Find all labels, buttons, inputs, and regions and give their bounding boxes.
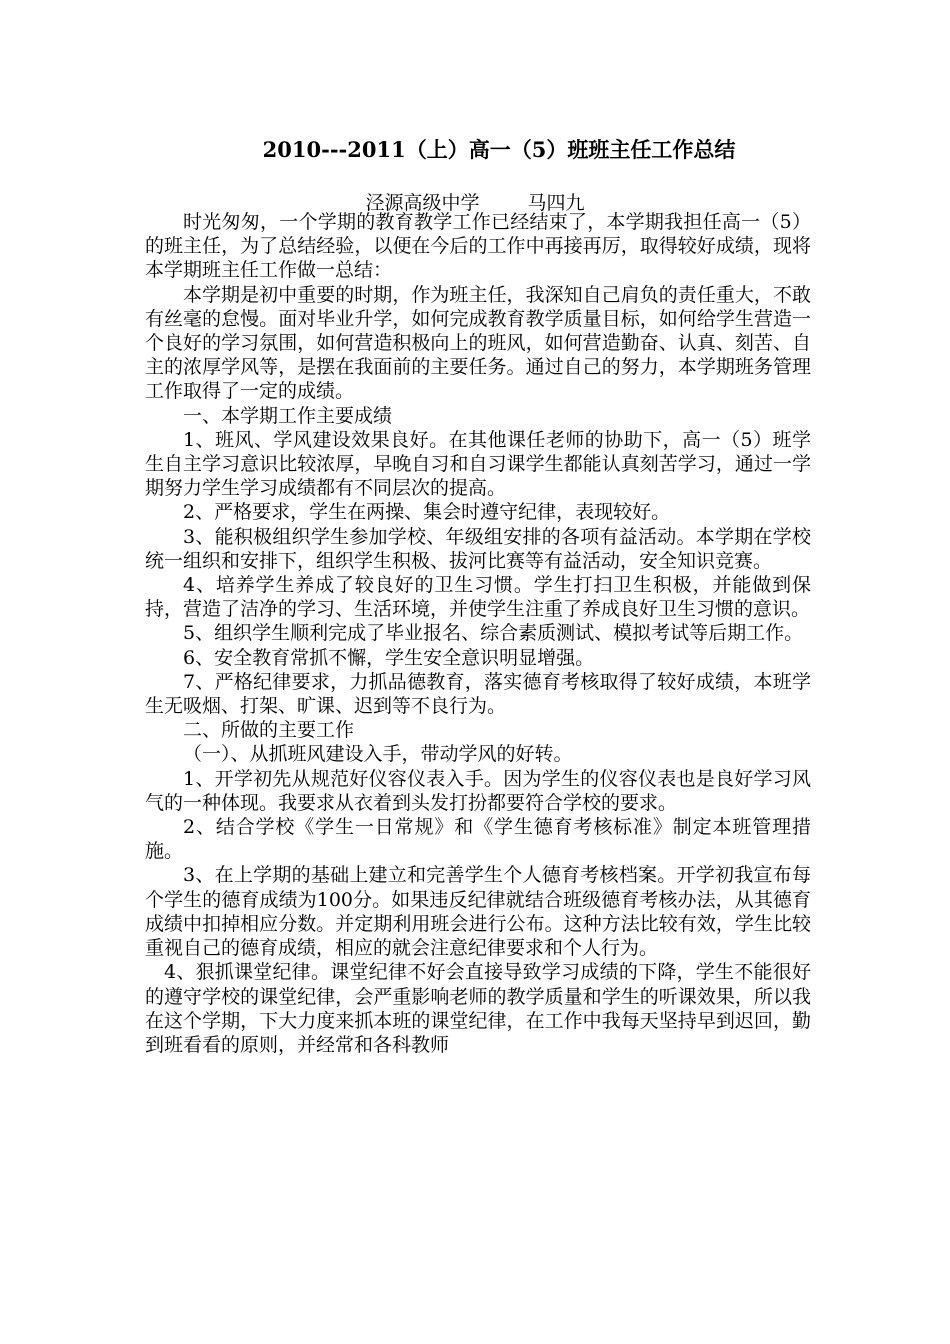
paragraph: 时光匆匆，一个学期的教育教学工作已经结束了，本学期我担任高一（5）的班主任，为了总结经验，以便在今后的工作中再接再厉，取得较好成绩，现将本学期班主任工作做一总结： bbox=[145, 211, 811, 282]
document-body bbox=[145, 210, 811, 1057]
document-title: 2010---2011（上）高一（5）班班主任工作总结 bbox=[262, 137, 736, 162]
school-name: 泾源高级中学 bbox=[365, 192, 480, 214]
section-heading: 一、本学期工作主要成绩 bbox=[183, 404, 393, 427]
paragraph: 5、组织学生顺利完成了毕业报名、综合素质测试、模拟考试等后期工作。 bbox=[183, 622, 804, 645]
paragraph: 4、培养学生养成了较良好的卫生习惯。学生打扫卫生积极，并能做到保持，营造了洁净的学习、生活环境，并使学生注重了养成良好卫生习惯的意识。 bbox=[145, 574, 811, 621]
paragraph: 3、在上学期的基础上建立和完善学生个人德育考核档案。开学初我宣布每个学生的德育成绩为100分。如果违反纪律就结合班级德育考核办法，从其德育成绩中扣掉相应分数。并定期利用班会进行公布。这种方法比较有效，学生比较重视自己的德育成绩，相应的就会注意纪律要求和个人行为。 bbox=[145, 864, 811, 960]
paragraph: 2、结合学校《学生一日常规》和《学生德育考核标准》制定本班管理措施。 bbox=[145, 816, 811, 863]
paragraph: 6、安全教育常抓不懈，学生安全意识明显增强。 bbox=[183, 646, 595, 669]
paragraph: 3、能积极组织学生参加学校、年级组安排的各项有益活动。本学期在学校统一组织和安排下，组织学生积极、拔河比赛等有益活动，安全知识竞赛。 bbox=[145, 525, 811, 572]
paragraph: 4、狠抓课堂纪律。课堂纪律不好会直接导致学习成绩的下降，学生不能很好的遵守学校的课堂纪律，会严重影响老师的教学质量和学生的听课效果，所以我在这个学期，下大力度来抓本班的课堂纪律，在工作中我每天坚持早到迟回，勤到班看看的原则，并经常和各科教师 bbox=[145, 961, 811, 1056]
paragraph: 1、开学初先从规范好仪容仪表入手。因为学生的仪容仪表也是良好学习风气的一种体现。我要求从衣着到头发打扮都要符合学校的要求。 bbox=[145, 767, 811, 814]
paragraph: 2、严格要求，学生在两操、集会时遵守纪律，表现较好。 bbox=[183, 501, 671, 524]
paragraph: 7、严格纪律要求，力抓品德教育，落实德育考核取得了较好成绩，本班学生无吸烟、打架、旷课、迟到等不良行为。 bbox=[145, 670, 811, 718]
section-heading: 二、所做的主要工作 bbox=[183, 719, 355, 742]
paragraph: 1、班风、学风建设效果良好。在其他课任老师的协助下，高一（5）班学生自主学习意识比较浓厚，早晚自习和自习课学生都能认真刻苦学习，通过一学期努力学生学习成绩都有不同层次的提高。 bbox=[145, 428, 811, 500]
subsection-heading: （一）、从抓班风建设入手，带动学风的好转。 bbox=[183, 743, 573, 766]
paragraph: 本学期是初中重要的时期，作为班主任，我深知自己肩负的责任重大，不敢有丝毫的怠慢。面对毕业升学，如何完成教育教学质量目标，如何给学生营造一个良好的学习氛围，如何营造积极向上的班风，如何营造勤奋、认真、刻苦、自主的浓厚学风等，是摆在我面前的主要任务。通过自己的努力，本学期班务管理工作取得了一定的成绩。 bbox=[145, 283, 811, 403]
author-name: 马四九 bbox=[527, 192, 585, 214]
